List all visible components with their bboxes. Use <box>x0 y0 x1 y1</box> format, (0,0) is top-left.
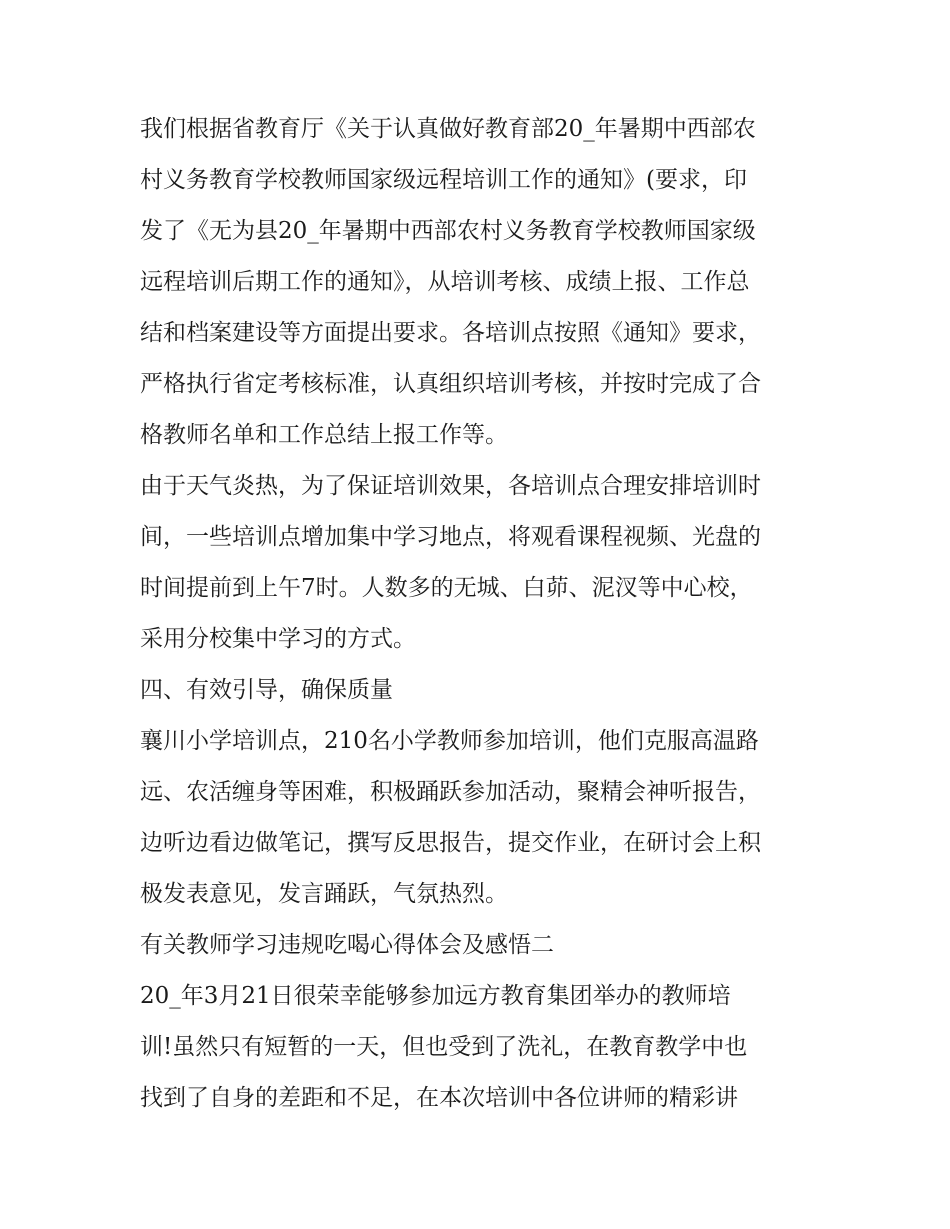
text-line: 间，一些培训点增加集中学习地点，将观看课程视频、光盘的 <box>140 524 761 550</box>
text-line: 村义务教育学校教师国家级远程培训工作的通知》(要求，印 <box>140 167 747 193</box>
text-line: 严格执行省定考核标准，认真组织培训考核，并按时完成了合 <box>140 371 761 397</box>
text-line: 采用分校集中学习的方式。 <box>140 626 416 652</box>
text-line: 远、农活缠身等困难，积极踊跃参加活动，聚精会神听报告， <box>140 779 761 805</box>
text-line: 极发表意见，发言踊跃，气氛热烈。 <box>140 881 508 907</box>
text-line: 由于天气炎热，为了保证培训效果，各培训点合理安排培训时 <box>140 473 761 499</box>
text-line: 远程培训后期工作的通知》，从培训考核、成绩上报、工作总 <box>140 269 750 295</box>
text-line: 边听边看边做笔记，撰写反思报告，提交作业，在研讨会上积 <box>140 830 761 856</box>
document-body <box>140 104 820 1124</box>
text-line: 格教师名单和工作总结上报工作等。 <box>140 422 508 448</box>
text-line: 发了《无为县20_年暑期中西部农村义务教育学校教师国家级 <box>140 218 756 244</box>
text-line: 训!虽然只有短暂的一天，但也受到了洗礼，在教育教学中也 <box>140 1034 748 1060</box>
text-line: 结和档案建设等方面提出要求。各培训点按照《通知》要求， <box>140 320 761 346</box>
text-line: 时间提前到上午7时。人数多的无城、白茆、泥汊等中心校， <box>140 575 753 601</box>
text-line: 找到了自身的差距和不足，在本次培训中各位讲师的精彩讲 <box>140 1085 738 1111</box>
section-heading: 四、有效引导，确保质量 <box>140 677 393 703</box>
text-line: 20_年3月21日很荣幸能够参加远方教育集团举办的教师培 <box>140 983 731 1009</box>
section-heading: 有关教师学习违规吃喝心得体会及感悟二 <box>140 932 554 958</box>
text-line: 襄川小学培训点，210名小学教师参加培训，他们克服高温路 <box>140 728 759 754</box>
text-line: 我们根据省教育厅《关于认真做好教育部20_年暑期中西部农 <box>140 116 756 142</box>
